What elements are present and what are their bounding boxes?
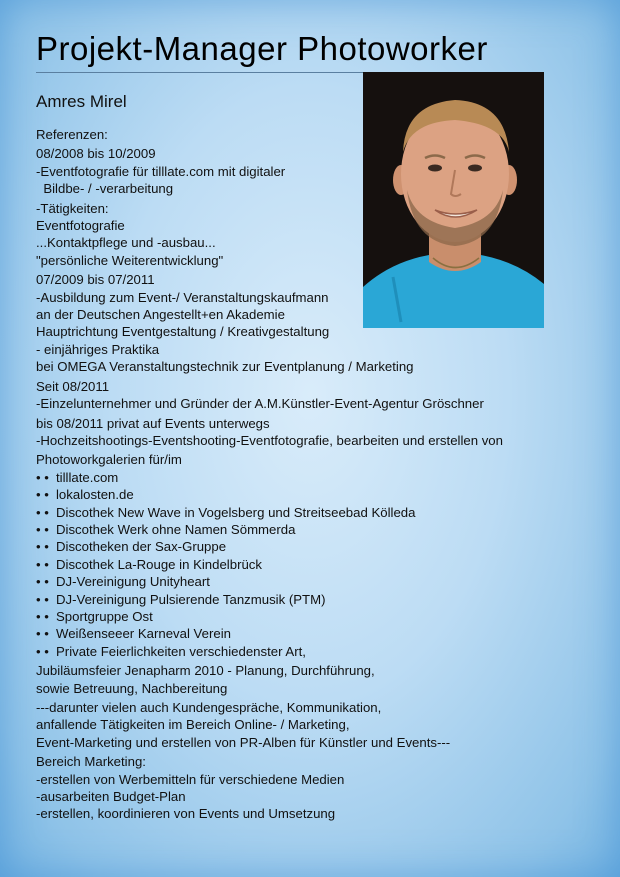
text-line: Bildbe- / -verarbeitung — [36, 181, 174, 197]
text-line: bis 08/2011 privat auf Events unterwegs — [36, 415, 270, 431]
text-line: anfallende Tätigkeiten im Bereich Online- / Marketing, — [36, 717, 350, 733]
entry-tilllate — [36, 145, 576, 197]
text-line: sowie Betreuung, Nachbereitung — [36, 680, 228, 696]
bullet-icon: • • — [36, 521, 49, 537]
entry-marketing — [36, 753, 576, 823]
text-line: -Ausbildung zum Event-/ Veranstaltungskaufmann — [36, 289, 329, 305]
text-line: Bereich Marketing: — [36, 754, 146, 770]
text-line: - einjähriges Praktika — [36, 341, 160, 357]
entry-tasks — [36, 699, 576, 751]
bullet-icon: • • — [36, 608, 49, 624]
bullet-icon: • • — [36, 643, 49, 659]
list-item: • • Discotheken der Sax-Gruppe — [36, 539, 227, 555]
list-item: • • Discothek New Wave in Vogelsberg und Streitseebad Kölleda — [36, 504, 416, 520]
text-line: Referenzen: — [36, 127, 108, 142]
client-list — [36, 469, 576, 660]
text-line: -Hochzeitshootings-Eventshooting-Eventfotografie, bearbeiten und erstellen von — [36, 432, 503, 448]
text-line: Photoworkgalerien für/im — [36, 452, 182, 468]
bullet-icon: • • — [36, 487, 49, 503]
text-line: -Eventfotografie für tilllate.com mit digitaler — [36, 163, 286, 179]
bullet-icon: • • — [36, 591, 49, 607]
list-item: • • Discothek Werk ohne Namen Sömmerda — [36, 521, 296, 537]
text-line: ---darunter vielen auch Kundengespräche, Kommunikation, — [36, 700, 382, 715]
list-item: • • DJ-Vereinigung Unityheart — [36, 574, 210, 590]
person-name: Amres Mirel — [36, 92, 127, 111]
entry-private-events — [36, 415, 576, 450]
text-line: -erstellen von Werbemitteln für verschiedene Medien — [36, 771, 345, 787]
bullet-icon: • • — [36, 626, 49, 642]
text-line: Event-Marketing und erstellen von PR-Alben für Künstler und Events--- — [36, 734, 451, 750]
section-references — [36, 126, 576, 143]
list-item: • • Discothek La-Rouge in Kindelbrück — [36, 556, 262, 572]
resume-content — [36, 126, 576, 825]
text-line: -Tätigkeiten: — [36, 200, 109, 216]
entry-jenapharm — [36, 662, 576, 697]
text-line: ...Kontaktpflege und -ausbau... — [36, 235, 216, 251]
entry-galleries — [36, 451, 576, 468]
bullet-icon: • • — [36, 574, 49, 590]
text-line: an der Deutschen Angestellt+en Akademie — [36, 307, 285, 323]
text-line: bei OMEGA Veranstaltungstechnik zur Eventplanung / Marketing — [36, 359, 414, 375]
bullet-icon: • • — [36, 504, 49, 520]
text-line: -erstellen, koordinieren von Events und Umsetzung — [36, 806, 336, 822]
list-item: • • Private Feierlichkeiten verschiedenster Art, — [36, 643, 306, 659]
list-item: • • Sportgruppe Ost — [36, 608, 153, 624]
list-item: • • tilllate.com — [36, 469, 119, 485]
entry-education — [36, 271, 576, 375]
list-item: • • Weißenseeer Karneval Verein — [36, 626, 231, 642]
list-item: • • DJ-Vereinigung Pulsierende Tanzmusik (PTM) — [36, 591, 326, 607]
bullet-icon: • • — [36, 469, 49, 485]
bullet-icon: • • — [36, 556, 49, 572]
page-title: Projekt-Manager Photoworker — [36, 30, 488, 67]
list-item: • • lokalosten.de — [36, 487, 134, 503]
text-line: 07/2009 bis 07/2011 — [36, 272, 155, 288]
text-line: -ausarbeiten Budget-Plan — [36, 789, 186, 805]
text-line: -Einzelunternehmer und Gründer der A.M.Künstler-Event-Agentur Gröschner — [36, 396, 484, 412]
entry-founder — [36, 378, 576, 413]
text-line: Eventfotografie — [36, 218, 125, 234]
bullet-icon: • • — [36, 539, 49, 555]
text-line: Hauptrichtung Eventgestaltung / Kreativgestaltung — [36, 324, 330, 340]
text-line: Seit 08/2011 — [36, 378, 110, 394]
text-line: 08/2008 bis 10/2009 — [36, 146, 156, 162]
text-line: "persönliche Weiterentwicklung" — [36, 252, 224, 268]
text-line: Jubiläumsfeier Jenapharm 2010 - Planung, Durchführung, — [36, 663, 375, 679]
entry-activities — [36, 200, 576, 270]
